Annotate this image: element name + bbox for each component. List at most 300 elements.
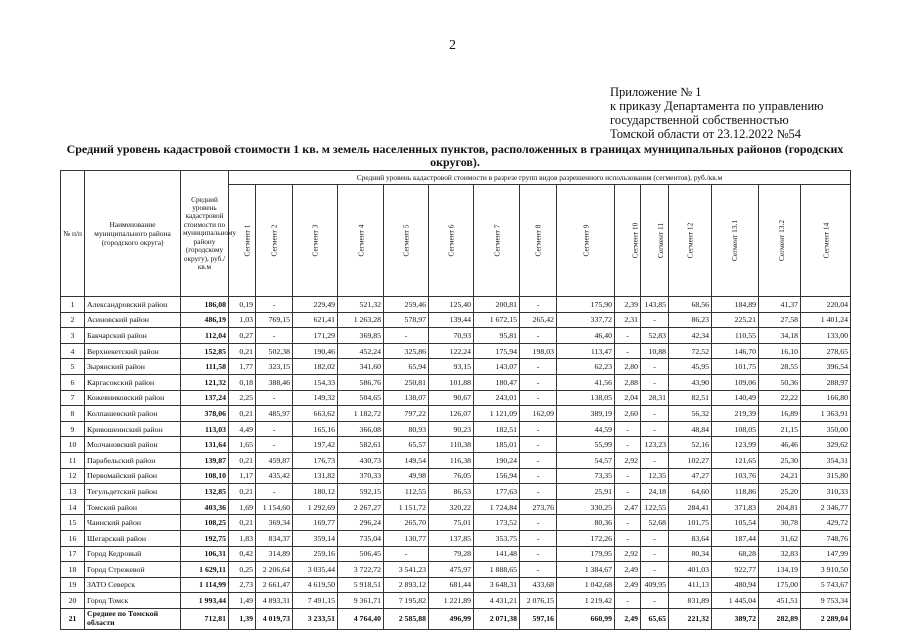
segment-value: 435,42 (256, 468, 293, 484)
segment-header (615, 185, 641, 297)
segment-value: 141,48 (474, 546, 520, 562)
segment-value: - (641, 546, 669, 562)
segment-value: 95,81 (474, 328, 520, 344)
segment-value: 134,19 (759, 562, 801, 578)
segment-value: 396,54 (801, 359, 851, 375)
total-row (61, 608, 851, 629)
segment-value: 592,15 (338, 484, 384, 500)
row-number: 1 (61, 297, 85, 313)
segment-value: 389,19 (557, 406, 615, 422)
table-row (61, 468, 851, 484)
segment-value: 314,89 (256, 546, 293, 562)
segment-value: - (520, 452, 557, 468)
segment-value: 90,23 (429, 421, 474, 437)
segment-value: - (615, 530, 641, 546)
segment-value: 4 019,73 (256, 608, 293, 629)
segment-value: 28,55 (759, 359, 801, 375)
segment-value: 12,35 (641, 468, 669, 484)
segment-header-label: Сегмент 14 (821, 222, 831, 259)
segment-value: 220,04 (801, 297, 851, 313)
segment-value: 1 219,42 (557, 593, 615, 609)
segment-value: 310,33 (801, 484, 851, 500)
segment-value: 1 263,28 (338, 312, 384, 328)
segment-header (669, 185, 712, 297)
row-number: 4 (61, 343, 85, 359)
segment-header-label: Сегмент 13.2 (777, 219, 787, 262)
segment-value: 25,91 (557, 484, 615, 500)
segment-value: 582,61 (338, 437, 384, 453)
segment-header (759, 185, 801, 297)
row-number: 19 (61, 577, 85, 593)
cadastral-value-table (60, 170, 851, 630)
segment-header-label: Сегмент 4 (355, 224, 365, 257)
segment-value: 2,73 (229, 577, 256, 593)
district-name: Зырянский район (85, 359, 181, 375)
segment-value: 769,15 (256, 312, 293, 328)
district-name: Город Стрежевой (85, 562, 181, 578)
segment-header-label: Сегмент 2 (269, 224, 279, 257)
row-number: 18 (61, 562, 85, 578)
segment-value: 27,58 (759, 312, 801, 328)
segment-value: - (615, 437, 641, 453)
segment-value: 198,03 (520, 343, 557, 359)
district-name: Александровский район (85, 297, 181, 313)
segment-value: 123,99 (712, 437, 759, 453)
table-row (61, 530, 851, 546)
segment-header (293, 185, 338, 297)
segment-value: 68,28 (712, 546, 759, 562)
segment-value: - (256, 437, 293, 453)
segment-value: 179,95 (557, 546, 615, 562)
average-value: 186,08 (181, 297, 229, 313)
segment-value: 433,68 (520, 577, 557, 593)
table-row (61, 562, 851, 578)
segment-value: 102,27 (669, 452, 712, 468)
segment-value: 64,60 (669, 484, 712, 500)
segment-value: 621,41 (293, 312, 338, 328)
segment-value: 41,56 (557, 374, 615, 390)
segment-value: 411,13 (669, 577, 712, 593)
segment-value: - (641, 374, 669, 390)
segment-value: 172,26 (557, 530, 615, 546)
segment-value: 4 764,40 (338, 608, 384, 629)
segment-value: - (615, 328, 641, 344)
segment-value: 0,42 (229, 546, 256, 562)
segment-header (520, 185, 557, 297)
segment-value: 162,09 (520, 406, 557, 422)
segment-value: 273,76 (520, 499, 557, 515)
segment-value: 140,49 (712, 390, 759, 406)
segment-value: 506,45 (338, 546, 384, 562)
segment-value: 32,83 (759, 546, 801, 562)
district-name: Молчановский район (85, 437, 181, 453)
segment-header (256, 185, 293, 297)
segment-value: 118,86 (712, 484, 759, 500)
segment-value: - (256, 484, 293, 500)
segment-value: 109,06 (712, 374, 759, 390)
segment-value: - (520, 468, 557, 484)
segment-value: 185,01 (474, 437, 520, 453)
segment-value: 2 661,47 (256, 577, 293, 593)
segment-value: 2 585,88 (384, 608, 429, 629)
segment-value: 175,90 (557, 297, 615, 313)
segment-value: 21,15 (759, 421, 801, 437)
segment-value: 45,95 (669, 359, 712, 375)
segment-value: 76,05 (429, 468, 474, 484)
segment-value: 663,62 (293, 406, 338, 422)
row-number: 17 (61, 546, 85, 562)
segment-value: 2,49 (615, 577, 641, 593)
segment-value: 113,47 (557, 343, 615, 359)
segment-value: 50,36 (759, 374, 801, 390)
segment-value: 70,93 (429, 328, 474, 344)
segment-value: - (641, 421, 669, 437)
segment-value: 49,98 (384, 468, 429, 484)
segment-value: 182,02 (293, 359, 338, 375)
segment-value: 797,22 (384, 406, 429, 422)
table-row (61, 359, 851, 375)
appendix-line: к приказу Департамента по управлению (610, 99, 824, 113)
segment-value: 330,25 (557, 499, 615, 515)
segment-value: 83,64 (669, 530, 712, 546)
segment-value: - (520, 546, 557, 562)
segment-value: 2,04 (615, 390, 641, 406)
segment-value: 169,77 (293, 515, 338, 531)
segment-value: 2,49 (615, 562, 641, 578)
average-value: 378,06 (181, 406, 229, 422)
district-name: Бакчарский район (85, 328, 181, 344)
segment-value: - (520, 515, 557, 531)
segment-value: 65,57 (384, 437, 429, 453)
row-number: 12 (61, 468, 85, 484)
segment-value: 139,44 (429, 312, 474, 328)
segment-value: 366,08 (338, 421, 384, 437)
segment-value: 1 384,67 (557, 562, 615, 578)
segment-value: 105,54 (712, 515, 759, 531)
segment-value: - (384, 546, 429, 562)
segment-value: 282,89 (759, 608, 801, 629)
segment-value: - (615, 468, 641, 484)
segment-value: 475,97 (429, 562, 474, 578)
segment-value: 176,73 (293, 452, 338, 468)
segment-value: 480,94 (712, 577, 759, 593)
segment-value: 108,05 (712, 421, 759, 437)
district-name: Асиновский район (85, 312, 181, 328)
segment-value: 3 541,23 (384, 562, 429, 578)
table-row (61, 546, 851, 562)
segment-value: 1 151,72 (384, 499, 429, 515)
district-name: Томский район (85, 499, 181, 515)
segment-value: 46,40 (557, 328, 615, 344)
segment-value: 55,99 (557, 437, 615, 453)
segment-value: 369,85 (338, 328, 384, 344)
segment-header-label: Сегмент 10 (630, 222, 640, 259)
segment-value: 1,39 (229, 608, 256, 629)
row-number: 2 (61, 312, 85, 328)
segment-value: 1,69 (229, 499, 256, 515)
segment-value: 4 893,31 (256, 593, 293, 609)
segment-value: 44,59 (557, 421, 615, 437)
segment-value: 42,34 (669, 328, 712, 344)
segment-value: 22,22 (759, 390, 801, 406)
segment-value: 131,82 (293, 468, 338, 484)
district-name: Тегульдетский район (85, 484, 181, 500)
district-name: Первомайский район (85, 468, 181, 484)
segment-value: 265,70 (384, 515, 429, 531)
segment-value: - (520, 530, 557, 546)
segment-value: 86,23 (669, 312, 712, 328)
segment-value: 1 292,69 (293, 499, 338, 515)
segment-value: 101,88 (429, 374, 474, 390)
segment-value: 41,37 (759, 297, 801, 313)
page-number: 2 (449, 38, 456, 53)
segment-value: 25,20 (759, 484, 801, 500)
table-row (61, 499, 851, 515)
average-value: 108,25 (181, 515, 229, 531)
segment-value: 353,75 (474, 530, 520, 546)
segment-header-label: Сегмент 9 (580, 224, 590, 257)
segment-value: 1 724,84 (474, 499, 520, 515)
segment-header-label: Сегмент 3 (310, 224, 320, 257)
segment-value: 4 619,50 (293, 577, 338, 593)
row-number: 15 (61, 515, 85, 531)
segment-value: 325,86 (384, 343, 429, 359)
average-value: 131,64 (181, 437, 229, 453)
segment-value: 451,51 (759, 593, 801, 609)
segment-value: 504,65 (338, 390, 384, 406)
segment-value: 122,24 (429, 343, 474, 359)
segment-value: 79,28 (429, 546, 474, 562)
segment-value: 101,75 (669, 515, 712, 531)
average-value: 1 993,44 (181, 593, 229, 609)
district-name: Среднее по Томской области (85, 608, 181, 629)
segment-value: 190,46 (293, 343, 338, 359)
segment-value: 80,34 (669, 546, 712, 562)
segment-value: 90,67 (429, 390, 474, 406)
segment-value: 204,81 (759, 499, 801, 515)
segment-value: 126,07 (429, 406, 474, 422)
row-number: 6 (61, 374, 85, 390)
segment-header (801, 185, 851, 297)
segment-value: - (641, 359, 669, 375)
segment-value: 190,24 (474, 452, 520, 468)
segment-value: 173,52 (474, 515, 520, 531)
segment-header-label: Сегмент 8 (533, 224, 543, 257)
segment-header-label: Сегмент 1 (242, 224, 252, 257)
segment-value: 660,99 (557, 608, 615, 629)
segment-value: 452,24 (338, 343, 384, 359)
segment-value: 323,15 (256, 359, 293, 375)
segment-value: 401,03 (669, 562, 712, 578)
segment-value: 9 361,71 (338, 593, 384, 609)
segment-value: 320,22 (429, 499, 474, 515)
average-value: 712,81 (181, 608, 229, 629)
segment-value: 47,27 (669, 468, 712, 484)
table-row (61, 484, 851, 500)
segment-value: 388,46 (256, 374, 293, 390)
segment-value: 25,30 (759, 452, 801, 468)
row-number: 11 (61, 452, 85, 468)
segment-value: 221,32 (669, 608, 712, 629)
average-value: 1 114,99 (181, 577, 229, 593)
segment-value: 2 076,15 (520, 593, 557, 609)
segment-value: 1 888,65 (474, 562, 520, 578)
segment-value: 2,31 (615, 312, 641, 328)
average-value: 403,36 (181, 499, 229, 515)
segment-value: 2,47 (615, 499, 641, 515)
segment-value: 52,16 (669, 437, 712, 453)
segment-header-label: Сегмент 13.1 (730, 219, 740, 262)
segment-value: 147,99 (801, 546, 851, 562)
segment-value: 143,85 (641, 297, 669, 313)
segment-value: 831,89 (669, 593, 712, 609)
segment-value: 4,49 (229, 421, 256, 437)
average-value: 486,19 (181, 312, 229, 328)
segment-value: 521,32 (338, 297, 384, 313)
segment-value: 165,16 (293, 421, 338, 437)
segment-value: - (520, 374, 557, 390)
table-row (61, 343, 851, 359)
segment-value: 1 672,15 (474, 312, 520, 328)
segment-value: 922,77 (712, 562, 759, 578)
segment-value: 2 289,04 (801, 608, 851, 629)
segment-value: 130,77 (384, 530, 429, 546)
segment-value: 1 221,89 (429, 593, 474, 609)
average-value: 152,85 (181, 343, 229, 359)
segment-value: 586,76 (338, 374, 384, 390)
segment-value: 65,65 (641, 608, 669, 629)
segment-value: 54,57 (557, 452, 615, 468)
segment-header (338, 185, 384, 297)
segment-value: 0,27 (229, 328, 256, 344)
segment-value: 65,94 (384, 359, 429, 375)
segment-value: 2 893,12 (384, 577, 429, 593)
segment-header-label: Сегмент 6 (446, 224, 456, 257)
segment-value: 1,17 (229, 468, 256, 484)
segment-value: 1,83 (229, 530, 256, 546)
segment-header-label: Сегмент 5 (401, 224, 411, 257)
segment-value: 112,55 (384, 484, 429, 500)
segment-value: 578,97 (384, 312, 429, 328)
average-value: 112,04 (181, 328, 229, 344)
segment-value: 146,70 (712, 343, 759, 359)
district-name: Колпашевский район (85, 406, 181, 422)
segment-value: 52,68 (641, 515, 669, 531)
segment-value: 284,41 (669, 499, 712, 515)
district-name: Кожевниковский район (85, 390, 181, 406)
segment-value: 149,32 (293, 390, 338, 406)
segment-value: 149,54 (384, 452, 429, 468)
average-value: 139,87 (181, 452, 229, 468)
segment-value: 137,85 (429, 530, 474, 546)
segment-header (712, 185, 759, 297)
segment-value: - (256, 421, 293, 437)
row-number: 5 (61, 359, 85, 375)
segment-value: 184,89 (712, 297, 759, 313)
segment-value: 0,19 (229, 297, 256, 313)
segment-value: 24,18 (641, 484, 669, 500)
table-row (61, 577, 851, 593)
segment-value: 5 743,67 (801, 577, 851, 593)
segment-value: 0,21 (229, 343, 256, 359)
segment-value: 278,65 (801, 343, 851, 359)
segment-value: 1 154,60 (256, 499, 293, 515)
segment-value: 30,78 (759, 515, 801, 531)
segment-value: 502,38 (256, 343, 293, 359)
segment-value: - (256, 297, 293, 313)
segment-value: 225,21 (712, 312, 759, 328)
table-row (61, 312, 851, 328)
segment-value: - (520, 484, 557, 500)
document-title: Средний уровень кадастровой стоимости 1 кв. м земель населенных пунктов, расположенных в границах муниципальных районов (городских округов). (66, 142, 844, 169)
segment-value: 485,97 (256, 406, 293, 422)
segment-value: 2,25 (229, 390, 256, 406)
table-row (61, 328, 851, 344)
segment-value: 2 071,38 (474, 608, 520, 629)
segment-value: 2 206,64 (256, 562, 293, 578)
average-value: 108,10 (181, 468, 229, 484)
segment-value: 110,55 (712, 328, 759, 344)
table-row (61, 297, 851, 313)
segment-value: 48,84 (669, 421, 712, 437)
segment-value: 197,42 (293, 437, 338, 453)
segment-value: 1 121,09 (474, 406, 520, 422)
segment-value: 56,32 (669, 406, 712, 422)
segment-value: - (641, 452, 669, 468)
segment-value: 259,46 (384, 297, 429, 313)
table-row (61, 452, 851, 468)
segment-value: 371,83 (712, 499, 759, 515)
segment-value: 123,23 (641, 437, 669, 453)
segment-value: 143,07 (474, 359, 520, 375)
segment-value: 7 195,82 (384, 593, 429, 609)
segment-value: 219,39 (712, 406, 759, 422)
segment-value: 250,81 (384, 374, 429, 390)
segment-value: 72,52 (669, 343, 712, 359)
segment-value: 187,44 (712, 530, 759, 546)
table-row (61, 515, 851, 531)
row-number: 9 (61, 421, 85, 437)
segment-value: 10,88 (641, 343, 669, 359)
segment-value: 2,49 (615, 608, 641, 629)
segment-value: 409,95 (641, 577, 669, 593)
district-name: Шегарский район (85, 530, 181, 546)
segment-value: 175,94 (474, 343, 520, 359)
district-name: Город Кедровый (85, 546, 181, 562)
segment-value: 369,34 (256, 515, 293, 531)
segment-value: 259,16 (293, 546, 338, 562)
segment-value: 103,76 (712, 468, 759, 484)
segment-value: 2,92 (615, 546, 641, 562)
segment-value: 0,21 (229, 515, 256, 531)
segment-value: 52,83 (641, 328, 669, 344)
segment-value: 2 267,27 (338, 499, 384, 515)
segment-value: 265,42 (520, 312, 557, 328)
segment-value: 1,65 (229, 437, 256, 453)
segment-value: 354,31 (801, 452, 851, 468)
segment-value: - (641, 593, 669, 609)
table-row (61, 374, 851, 390)
segment-value: 177,63 (474, 484, 520, 500)
segment-value: 0,25 (229, 562, 256, 578)
district-name: Парабельский район (85, 452, 181, 468)
segment-header (641, 185, 669, 297)
segment-value: - (615, 515, 641, 531)
segment-value: 138,07 (384, 390, 429, 406)
segment-value: 16,10 (759, 343, 801, 359)
row-number: 20 (61, 593, 85, 609)
segment-value: 175,00 (759, 577, 801, 593)
